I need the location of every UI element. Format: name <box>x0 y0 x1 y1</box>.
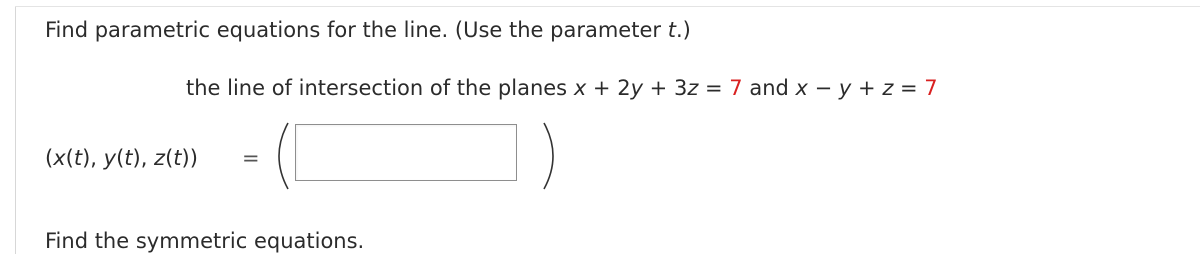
prompt-text-before: Find parametric equations for the line. (Use the parameter <box>45 18 668 42</box>
label-close-paren: )) <box>181 146 198 170</box>
content-left-border <box>15 6 16 254</box>
statement-lead: the line of intersection of the planes <box>186 76 574 100</box>
problem-statement <box>186 78 938 99</box>
label-open-paren: ( <box>45 146 54 170</box>
statement-connector: and <box>742 76 796 100</box>
label-z-open: ( <box>165 146 174 170</box>
label-x: x <box>53 146 66 170</box>
left-paren-icon <box>266 121 296 191</box>
label-y: y <box>103 146 117 170</box>
label-t1: t <box>73 146 83 170</box>
label-t3: t <box>173 146 182 170</box>
label-z: z <box>154 146 166 170</box>
plane2-equals: = <box>893 76 925 100</box>
plane2-minus: − <box>807 76 839 100</box>
label-sep2: ), <box>132 146 155 170</box>
plane2-plus: + <box>851 76 883 100</box>
symmetric-question: Find the symmetric equations. <box>45 229 365 253</box>
plane2-x: x <box>795 76 808 100</box>
plane1-plus1: + 2 <box>586 76 631 100</box>
plane1-z: z <box>687 76 699 100</box>
prompt-text-after: .) <box>675 18 691 42</box>
label-x-open: ( <box>65 146 74 170</box>
answer-label <box>45 148 198 169</box>
plane2-rhs: 7 <box>924 76 938 100</box>
parametric-answer-input[interactable] <box>295 124 517 181</box>
plane1-equals: = <box>698 76 730 100</box>
content-top-border <box>15 6 1200 7</box>
label-t2: t <box>124 146 133 170</box>
prompt-parameter: t <box>667 18 676 42</box>
plane1-rhs: 7 <box>729 76 743 100</box>
plane1-y: y <box>630 76 643 100</box>
plane2-z: z <box>882 76 894 100</box>
plane2-y: y <box>838 76 852 100</box>
plane1-x: x <box>573 76 587 100</box>
label-y-open: ( <box>116 146 125 170</box>
problem-prompt <box>45 20 691 41</box>
plane1-plus2: + 3 <box>643 76 688 100</box>
label-sep1: ), <box>82 146 104 170</box>
right-paren-icon <box>536 121 566 191</box>
equals-sign: = <box>242 146 260 170</box>
